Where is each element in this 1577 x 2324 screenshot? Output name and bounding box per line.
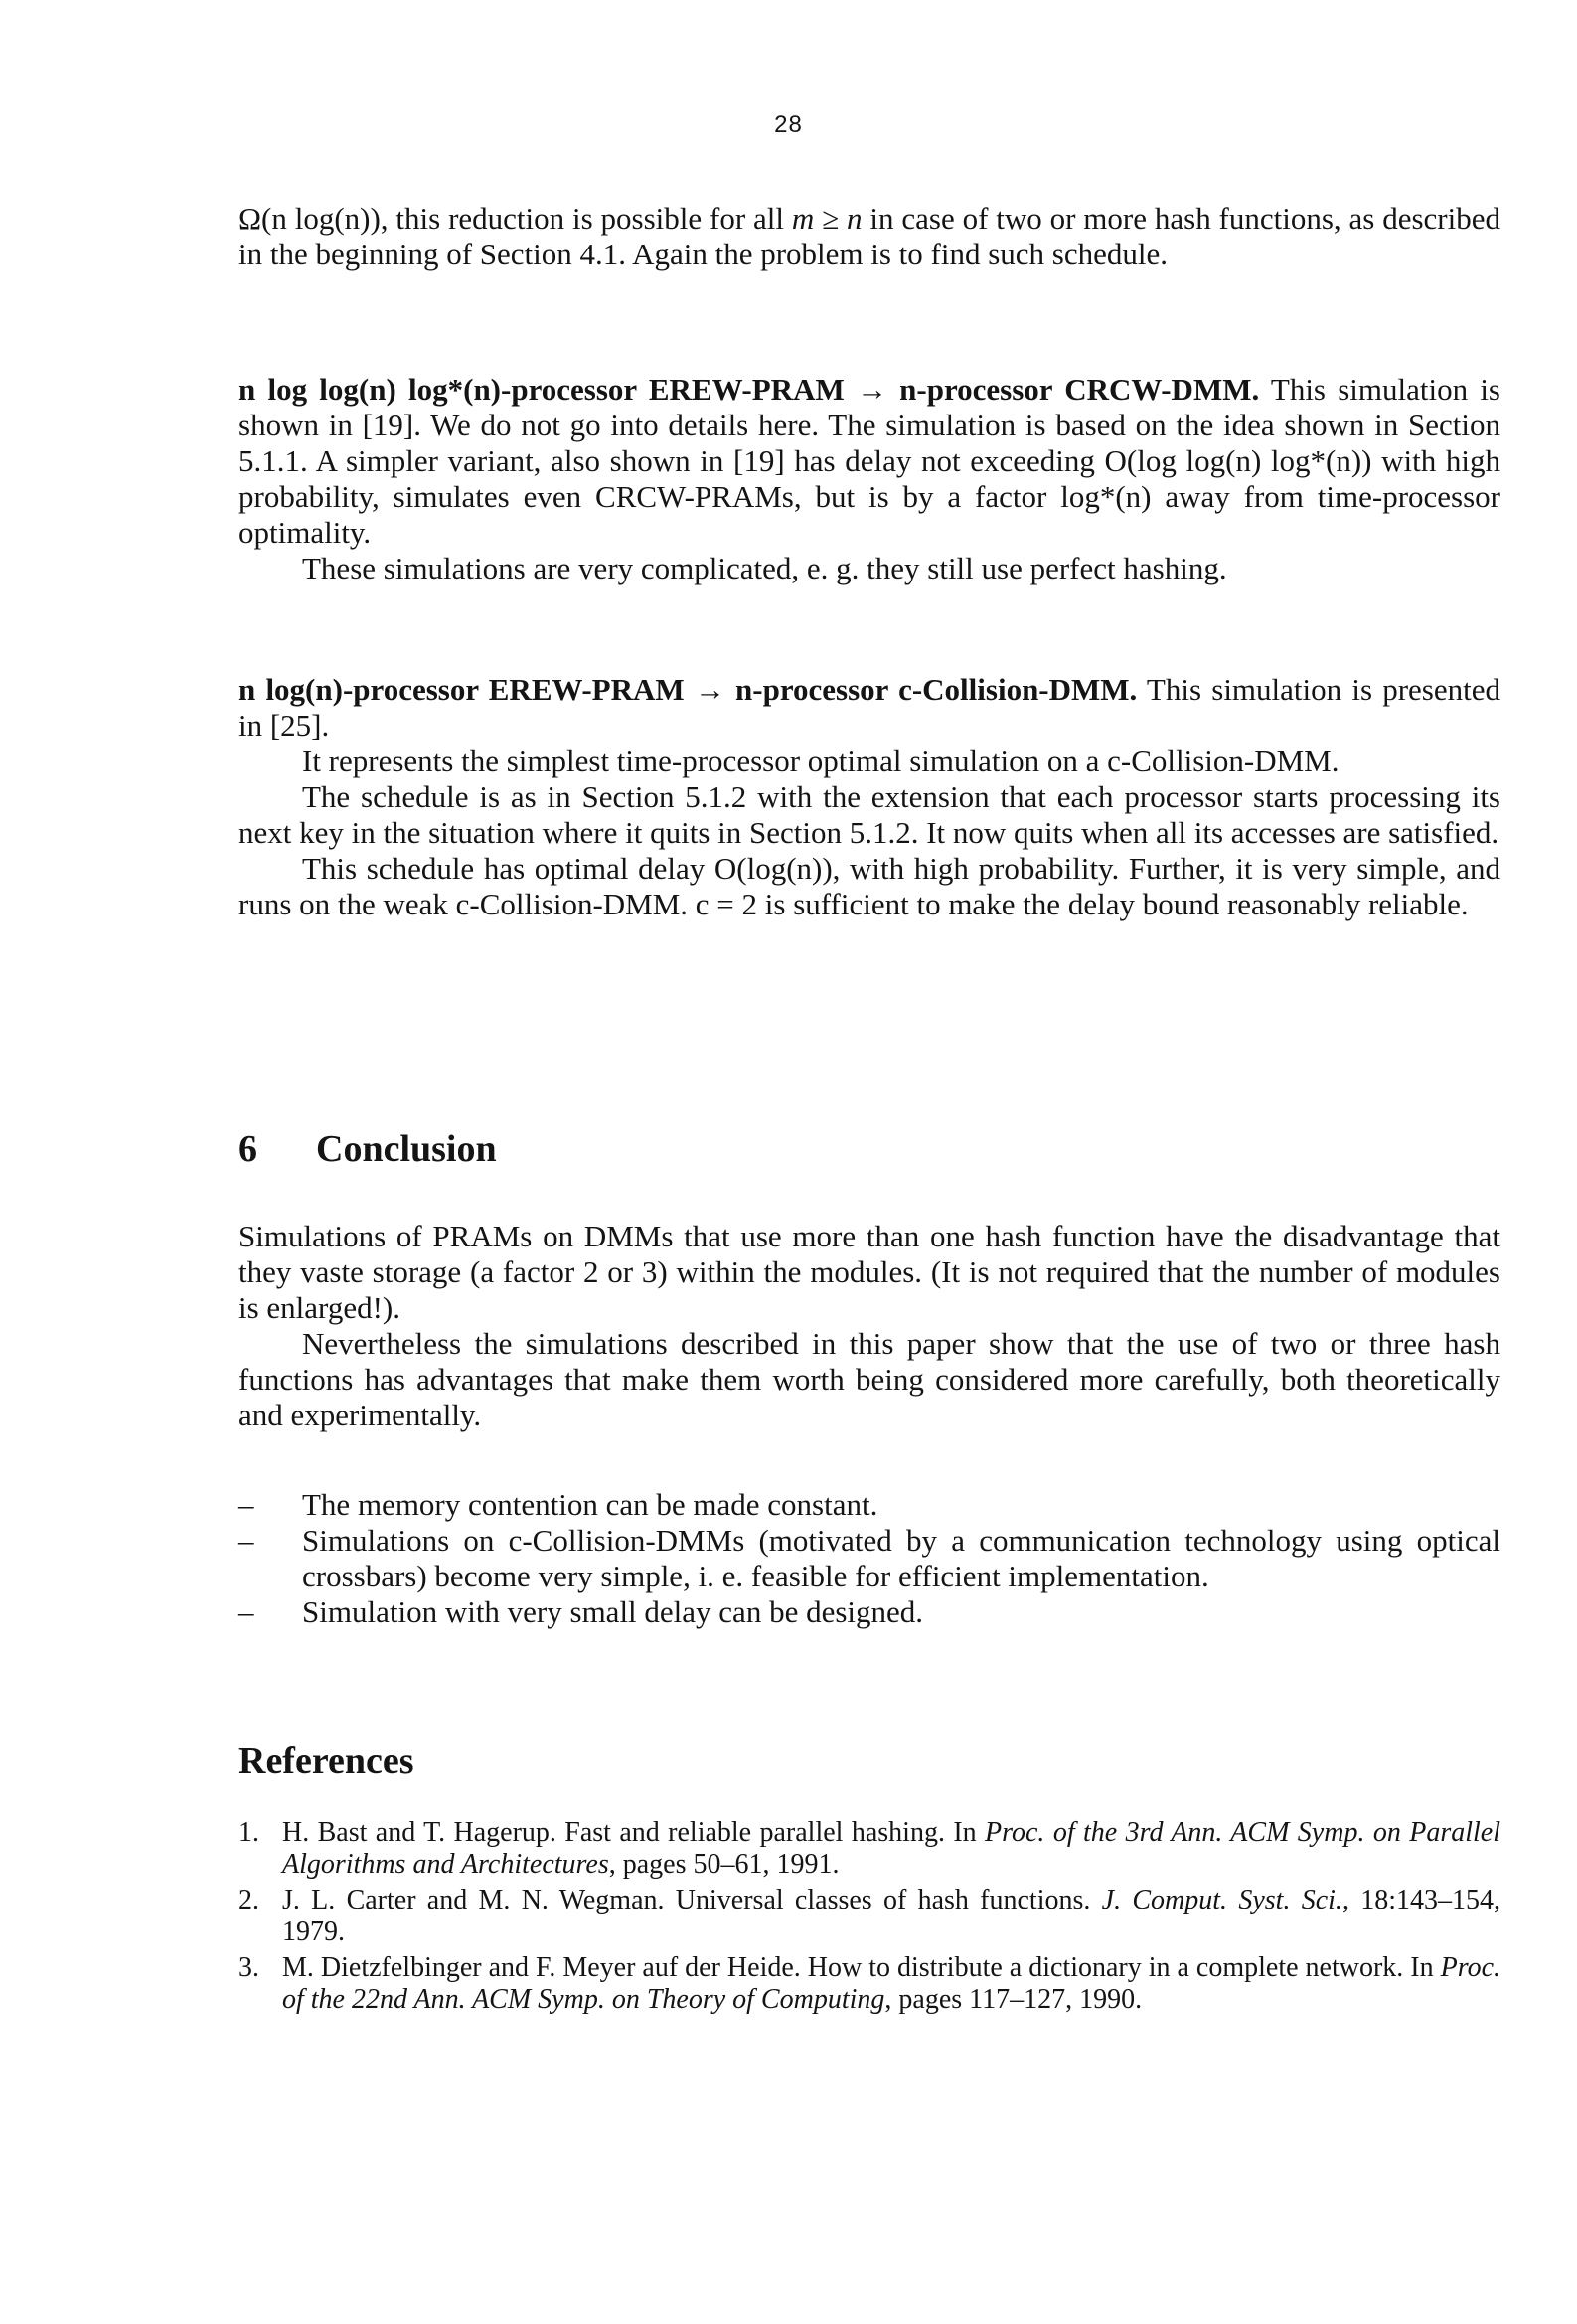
intro-text-1: Ω(n log(n)), this reduction is possible for all xyxy=(238,201,792,236)
intro-paragraph xyxy=(238,201,1500,272)
crcw-paragraph-2: These simulations are very complicated, e. g. they still use perfect hashing. xyxy=(302,551,1227,585)
reference-item xyxy=(238,1885,1500,1948)
collision-paragraph xyxy=(238,672,1500,744)
intro-section xyxy=(238,201,1500,272)
reference-tail: , 18:143–154, 1979. xyxy=(282,1885,1500,1947)
dash-marker: – xyxy=(238,1523,254,1558)
list-item xyxy=(238,1594,1500,1630)
reference-venue: Proc. of the 3rd Ann. ACM Symp. on Parallel Algorithms and Architectures xyxy=(282,1817,1500,1880)
conclusion-heading xyxy=(238,1127,1500,1171)
reference-number: 2. xyxy=(238,1885,259,1915)
list-item-text: Simulations on c-Collision-DMMs (motivated by a communication technology using optical crossbars) become very simple, i. e. feasible for efficient implementation. xyxy=(302,1523,1500,1593)
collision-simulation-block xyxy=(238,672,1500,922)
collision-paragraph-3: The schedule is as in Section 5.1.2 with the extension that each processor starts processing its next key in the situation where it quits in Section 5.1.2. It now quits when all its accesses are satisfied. xyxy=(238,779,1500,850)
list-item-text: The memory contention can be made constant. xyxy=(302,1487,878,1522)
dash-marker: – xyxy=(238,1594,254,1629)
reference-number: 3. xyxy=(238,1952,259,1983)
advantage-list xyxy=(238,1487,1500,1630)
page-number: 28 xyxy=(774,111,803,138)
reference-tail: , pages 117–127, 1990. xyxy=(884,1984,1143,2015)
reference-venue: J. Comput. Syst. Sci. xyxy=(1101,1885,1342,1915)
crcw-text: This simulation is shown in [19]. We do not go into details here. The simulation is based on the idea shown in Section 5.1.1. A simpler variant, also shown in [19] has delay not exceeding O(log log(n) log*(n)) with high probability, simulates even CRCW-PRAMs, but is by a factor log*(n) away from time-processor optimality. xyxy=(238,372,1500,550)
collision-paragraph-2: It represents the simplest time-processor optimal simulation on a c-Collision-DMM. xyxy=(302,744,1340,778)
reference-item xyxy=(238,1817,1500,1881)
list-item-text: Simulation with very small delay can be designed. xyxy=(302,1594,924,1629)
conclusion-paragraph-2: Nevertheless the simulations described in this paper show that the use of two or three hash functions has advantages that make them worth being considered more carefully, both theoretically and experimentally. xyxy=(238,1326,1500,1432)
collision-text: This simulation is presented in [25]. xyxy=(238,672,1500,743)
intro-text-2: in case of two or more hash functions, as described in the beginning of Section 4.1. Again the problem is to find such schedule. xyxy=(238,201,1501,271)
crcw-heading: n log log(n) log*(n)-processor EREW-PRAM → n-processor CRCW-DMM. xyxy=(238,372,1260,407)
list-item xyxy=(238,1523,1500,1594)
reference-venue: Proc. of the 22nd Ann. ACM Symp. on Theory of Computing xyxy=(282,1952,1501,2015)
reference-authors: J. L. Carter and M. N. Wegman. Universal classes of hash functions. xyxy=(282,1885,1102,1915)
dash-marker: – xyxy=(238,1487,254,1522)
crcw-simulation-block xyxy=(238,372,1500,586)
reference-tail: , pages 50–61, 1991. xyxy=(608,1849,840,1880)
references-list xyxy=(238,1817,1500,2016)
conclusion-paragraph-1: Simulations of PRAMs on DMMs that use more than one hash function have the disadvantage that they vaste storage (a factor 2 or 3) within the modules. (It is not required that the number of modules is enlarged!). xyxy=(238,1219,1500,1325)
conclusion-section xyxy=(238,1127,1500,1171)
list-item xyxy=(238,1487,1500,1523)
section-title: Conclusion xyxy=(316,1128,497,1170)
reference-authors: H. Bast and T. Hagerup. Fast and reliable parallel hashing. In xyxy=(282,1817,986,1848)
references-heading: References xyxy=(238,1741,414,1782)
references-section xyxy=(238,1740,1500,1783)
reference-authors: M. Dietzfelbinger and F. Meyer auf der Heide. How to distribute a dictionary in a complete network. In xyxy=(282,1952,1441,1983)
intro-math: m ≥ n xyxy=(791,201,863,236)
crcw-paragraph xyxy=(238,372,1500,551)
conclusion-bullets xyxy=(238,1487,1500,1630)
collision-heading: n log(n)-processor EREW-PRAM → n-processor c-Collision-DMM. xyxy=(238,672,1138,707)
section-number: 6 xyxy=(238,1128,257,1170)
reference-item xyxy=(238,1952,1500,2016)
collision-paragraph-4: This schedule has optimal delay O(log(n)), with high probability. Further, it is very simple, and runs on the weak c-Collision-DMM. c = 2 is sufficient to make the delay bound reasonably reliable. xyxy=(238,851,1500,921)
references-list-wrap xyxy=(238,1817,1500,2020)
reference-number: 1. xyxy=(238,1817,259,1848)
conclusion-body xyxy=(238,1219,1500,1433)
